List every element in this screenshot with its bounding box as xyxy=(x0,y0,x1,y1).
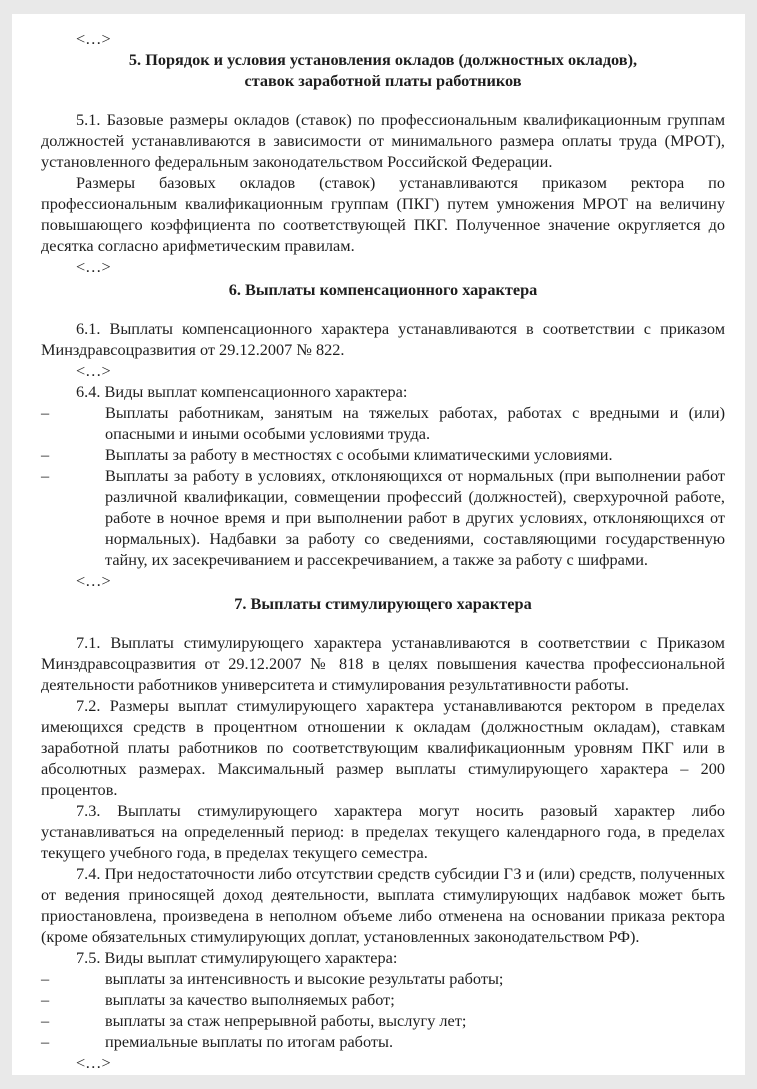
list-item-text: премиальные выплаты по итогам работы. xyxy=(105,1032,394,1051)
list-item xyxy=(41,465,725,570)
list-item xyxy=(41,989,725,1010)
omission-mark: <…> xyxy=(76,571,111,590)
paragraph-6-1: 6.1. Выплаты компенсационного характера устанавливаются в соответствии с приказом Минздравсоцразвития от 29.12.2007 № 822. xyxy=(41,319,725,359)
omission-mark: <…> xyxy=(76,257,111,276)
list-item-text: Выплаты работникам, занятым на тяжелых работах, работах с вредными и (или) опасными и иными особыми условиями труда. xyxy=(105,403,725,443)
list-item xyxy=(41,1010,725,1031)
list-item-text: Выплаты за работу в условиях, отклоняющихся от нормальных (при выполнении работ различной квалификации, совмещении профессий (должностей), сверхурочной работе, работе в ночное время и при выполнении работ в других условиях, отклоняющихся от нормальных). Надбавки за работу со сведениями, составляющими государственную тайну, их засекречиванием и рассекречиванием, а также за работу с шифрами. xyxy=(105,466,725,569)
list-item xyxy=(41,968,725,989)
incentive-payments-list xyxy=(41,968,725,1052)
compensation-payments-list xyxy=(41,402,725,570)
paragraph-7-1: 7.1. Выплаты стимулирующего характера устанавливаются в соответствии с Приказом Минздравсоцразвития от 29.12.2007 № 818 в целях повышения качества профессиональной деятельности работников университета и стимулирования результативности работы. xyxy=(41,633,725,694)
section-5-title-line1: 5. Порядок и условия установления окладов (должностных окладов), xyxy=(128,50,638,69)
list-item-text: Выплаты за работу в местностях с особыми климатическими условиями. xyxy=(105,445,613,464)
dash-marker: – xyxy=(41,445,50,464)
document-page xyxy=(12,14,745,1075)
dash-marker: – xyxy=(41,403,50,422)
list-item xyxy=(41,402,725,444)
section-5-title-line2: ставок заработной платы работников xyxy=(244,71,522,90)
omission-mark: <…> xyxy=(76,361,111,380)
list-item-text: выплаты за качество выполняемых работ; xyxy=(105,990,395,1009)
paragraph-7-4: 7.4. При недостаточности либо отсутствии средств субсидии ГЗ и (или) средств, полученных от ведения приносящей доход деятельности, выплата стимулирующих надбавок может быть приостановлена, произведена в неполном объеме либо отменена на основании приказа ректора (кроме обязательных стимулирующих доплат, установленных законодательством РФ). xyxy=(41,864,725,946)
paragraph-6-4: 6.4. Виды выплат компенсационного характера: xyxy=(76,382,408,401)
omission-mark: <…> xyxy=(76,1053,111,1072)
dash-marker: – xyxy=(41,1011,50,1030)
paragraph-7-5: 7.5. Виды выплат стимулирующего характера: xyxy=(76,948,398,967)
section-7-title: 7. Выплаты стимулирующего характера xyxy=(234,594,532,613)
list-item xyxy=(41,1031,725,1052)
dash-marker: – xyxy=(41,969,50,988)
section-5-title xyxy=(41,49,725,91)
omission-mark: <…> xyxy=(76,29,111,48)
paragraph-5-1: 5.1. Базовые размеры окладов (ставок) по профессиональным квалификационным группам должностей устанавливаются в зависимости от минимального размера оплаты труда (МРОТ), установленного федеральным законодательством Российской Федерации. xyxy=(41,110,725,171)
list-item-text: выплаты за стаж непрерывной работы, выслугу лет; xyxy=(105,1011,467,1030)
list-item-text: выплаты за интенсивность и высокие результаты работы; xyxy=(105,969,504,988)
dash-marker: – xyxy=(41,990,50,1009)
list-item xyxy=(41,444,725,465)
paragraph-7-2: 7.2. Размеры выплат стимулирующего характера устанавливаются ректором в пределах имеющихся средств в процентном отношении к окладам (должностным окладам), ставкам заработной платы работников по соответствующим квалификационным уровням ПКГ или в абсолютных размерах. Максимальный размер выплаты стимулирующего характера – 200 процентов. xyxy=(41,696,725,799)
dash-marker: – xyxy=(41,1032,50,1051)
paragraph-5-base-salaries: Размеры базовых окладов (ставок) устанавливаются приказом ректора по профессиональным квалификационным группам (ПКГ) путем умножения МРОТ на величину повышающего коэффициента по соответствующей ПКГ. Полученное значение округляется до десятка согласно арифметическим правилам. xyxy=(41,173,725,255)
paragraph-7-3: 7.3. Выплаты стимулирующего характера могут носить разовый характер либо устанавливаться на определенный период: в пределах текущего календарного года, в пределах текущего учебного года, в пределах текущего семестра. xyxy=(41,801,725,862)
dash-marker: – xyxy=(41,466,50,485)
section-6-title: 6. Выплаты компенсационного характера xyxy=(228,280,538,299)
